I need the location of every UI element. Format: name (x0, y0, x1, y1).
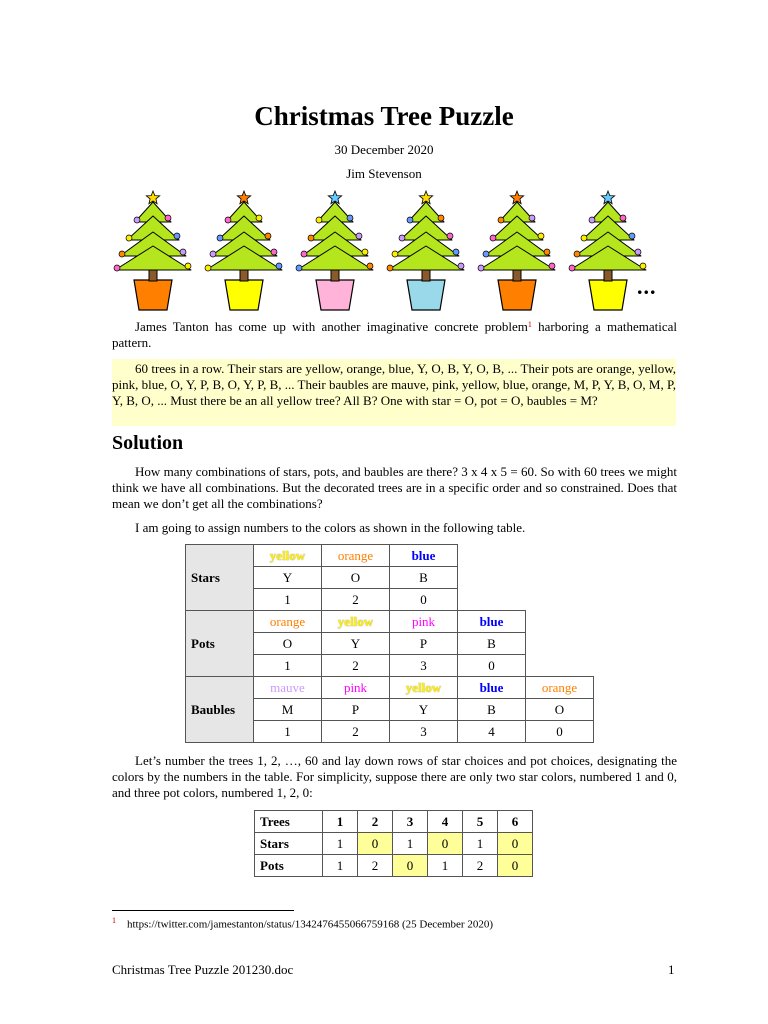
tree-bauble (498, 217, 504, 223)
pots-number-cell: 2 (322, 655, 390, 677)
tree-number-cell: 4 (428, 811, 463, 833)
puzzle-statement: 60 trees in a row. Their stars are yellow, orange, blue, Y, O, B, Y, O, B, ... Their pots are orange, yellow, pink, blue, O, Y, P, B, O, Y, P, B, ... Their baubles are mauve, pink, yellow, blue, orange, M, P, Y, B, O, M, P, Y, B, O, ... Must there be an all yellow tree? All B? One with star = O, pot = O, baubles = M? (112, 359, 676, 426)
pot-value-cell: 2 (463, 855, 498, 877)
color-name: blue (479, 679, 504, 695)
baubles-letter-cell: P (322, 699, 390, 721)
baubles-letter-cell: B (458, 699, 526, 721)
baubles-number-cell: 4 (458, 721, 526, 743)
pots-number-cell: 3 (390, 655, 458, 677)
tree-pot (498, 280, 536, 310)
tree-bauble (347, 215, 353, 221)
baubles-color-cell (390, 677, 458, 699)
tree-number-cell: 3 (393, 811, 428, 833)
baubles-letter-cell: O (526, 699, 594, 721)
tree-foliage (479, 246, 555, 270)
baubles-number-cell: 2 (322, 721, 390, 743)
tree-bauble (549, 263, 555, 269)
color-name: pink (411, 613, 436, 629)
tree-bauble (581, 235, 587, 241)
color-number-table (185, 544, 594, 743)
tree-bauble (458, 263, 464, 269)
tree-bauble (296, 265, 302, 271)
pots-letter-cell: Y (322, 633, 390, 655)
color-name: blue (479, 613, 504, 629)
tree-bauble (538, 233, 544, 239)
row-label-stars: Stars (255, 833, 323, 855)
color-name: orange (269, 613, 306, 629)
stars-letter-cell: Y (254, 567, 322, 589)
tree-pot (316, 280, 354, 310)
christmas-tree (296, 191, 373, 310)
pots-letter-cell: P (390, 633, 458, 655)
pot-value-cell: 1 (428, 855, 463, 877)
document-author: Jim Stevenson (346, 166, 422, 181)
empty-cell (458, 589, 526, 611)
pots-color-cell (390, 611, 458, 633)
tree-bauble (308, 235, 314, 241)
footnote-ref: 1 (527, 320, 532, 329)
christmas-tree (387, 191, 464, 310)
color-name: blue (411, 547, 436, 563)
row-label-pots: Pots (186, 611, 254, 677)
baubles-number-cell: 3 (390, 721, 458, 743)
tree-bauble (180, 249, 186, 255)
tree-bauble (271, 249, 277, 255)
footnote-number: 1 (112, 916, 116, 925)
star-value-cell: 0 (498, 833, 533, 855)
stars-number-cell: 1 (254, 589, 322, 611)
empty-cell (526, 567, 594, 589)
stars-color-cell (254, 545, 322, 567)
baubles-color-cell (322, 677, 390, 699)
solution-paragraph-2: I am going to assign numbers to the colors as shown in the following table. (135, 520, 526, 535)
christmas-tree (114, 191, 191, 310)
trees-ellipsis: ... (637, 274, 657, 299)
color-name: orange (337, 547, 374, 563)
tree-bauble (367, 263, 373, 269)
christmas-tree (205, 191, 282, 310)
empty-cell (458, 567, 526, 589)
footnote (112, 916, 493, 931)
color-name: yellow (269, 547, 306, 563)
intro-text: James Tanton has come up with another imaginative concrete problem (135, 319, 528, 334)
tree-bauble (185, 263, 191, 269)
row-label-trees: Trees (255, 811, 323, 833)
tree-bauble (119, 251, 125, 257)
tree-bauble (589, 217, 595, 223)
document-title: Christmas Tree Puzzle (254, 101, 514, 131)
tree-number-cell: 6 (498, 811, 533, 833)
baubles-number-cell: 0 (526, 721, 594, 743)
color-name: orange (541, 679, 578, 695)
tree-foliage (297, 246, 373, 270)
tree-bauble (225, 217, 231, 223)
baubles-color-cell (526, 677, 594, 699)
tree-bauble (574, 251, 580, 257)
tree-bauble (490, 235, 496, 241)
stars-number-cell: 0 (390, 589, 458, 611)
tree-bauble (569, 265, 575, 271)
tree-bauble (265, 233, 271, 239)
tree-bauble (362, 249, 368, 255)
stars-color-cell (390, 545, 458, 567)
star-value-cell: 1 (323, 833, 358, 855)
footnote-text: https://twitter.com/jamestanton/status/1342476455066759168 (25 December 2020) (127, 918, 494, 931)
tree-bauble (407, 217, 413, 223)
pot-value-cell: 0 (498, 855, 533, 877)
pot-value-cell: 1 (323, 855, 358, 877)
tree-bauble (256, 215, 262, 221)
tree-number-cell: 1 (323, 811, 358, 833)
tree-bauble (483, 251, 489, 257)
baubles-color-cell (458, 677, 526, 699)
row-label-baubles: Baubles (186, 677, 254, 743)
tree-bauble (276, 263, 282, 269)
pot-value-cell: 2 (358, 855, 393, 877)
stars-letter-cell: B (390, 567, 458, 589)
tree-pot (134, 280, 172, 310)
color-name: yellow (405, 679, 442, 695)
row-label-stars: Stars (186, 545, 254, 611)
empty-cell (526, 589, 594, 611)
pots-color-cell (254, 611, 322, 633)
empty-cell (526, 545, 594, 567)
christmas-tree (478, 191, 555, 310)
tree-bauble (301, 251, 307, 257)
pots-letter-cell: B (458, 633, 526, 655)
stars-color-cell (322, 545, 390, 567)
tree-bauble (478, 265, 484, 271)
footnote-separator (112, 910, 294, 911)
pots-number-cell: 0 (458, 655, 526, 677)
tree-bauble (529, 215, 535, 221)
tree-foliage (388, 246, 464, 270)
tree-pot (407, 280, 445, 310)
tree-bauble (174, 233, 180, 239)
tree-bauble (114, 265, 120, 271)
baubles-number-cell: 1 (254, 721, 322, 743)
tree-pot (589, 280, 627, 310)
star-value-cell: 1 (463, 833, 498, 855)
tree-foliage (570, 246, 646, 270)
tree-number-cell: 2 (358, 811, 393, 833)
stars-letter-cell: O (322, 567, 390, 589)
solution-paragraph-3: Let’s number the trees 1, 2, …, 60 and lay down rows of star choices and pot choices, designating the colors by the numbers in the table. For simplicity, suppose there are only two star colors, numbered 1 and 0, and three pot colors, numbered 1, 2, 0: (112, 753, 677, 800)
trees-stars-pots-table (254, 810, 533, 877)
baubles-letter-cell: Y (390, 699, 458, 721)
star-value-cell: 0 (428, 833, 463, 855)
tree-bauble (635, 249, 641, 255)
empty-cell (526, 611, 594, 633)
solution-heading: Solution (112, 432, 184, 454)
empty-cell (526, 655, 594, 677)
tree-bauble (399, 235, 405, 241)
star-value-cell: 0 (358, 833, 393, 855)
tree-bauble (165, 215, 171, 221)
tree-bauble (210, 251, 216, 257)
christmas-tree (569, 191, 646, 310)
tree-foliage (115, 246, 191, 270)
tree-bauble (126, 235, 132, 241)
footer-page-number: 1 (668, 962, 675, 977)
solution-paragraph-1: How many combinations of stars, pots, and baubles are there? 3 x 4 x 5 = 60. So with 60 trees we might think we have all combinations. But the decorated trees are in a specific order and so constrained. Does that mean we don’t get all the combinations? (112, 464, 677, 511)
christmas-trees-illustration (108, 188, 668, 313)
tree-bauble (387, 265, 393, 271)
tree-number-cell: 5 (463, 811, 498, 833)
pot-value-cell: 0 (393, 855, 428, 877)
tree-bauble (453, 249, 459, 255)
tree-bauble (544, 249, 550, 255)
footer-filename: Christmas Tree Puzzle 201230.doc (112, 962, 294, 977)
intro-text-end: harboring a mathematical pattern. (112, 319, 677, 350)
tree-bauble (392, 251, 398, 257)
tree-bauble (620, 215, 626, 221)
tree-pot (225, 280, 263, 310)
pots-color-cell (322, 611, 390, 633)
star-value-cell: 1 (393, 833, 428, 855)
baubles-color-cell (254, 677, 322, 699)
tree-bauble (217, 235, 223, 241)
document-date: 30 December 2020 (334, 142, 434, 157)
tree-bauble (316, 217, 322, 223)
tree-bauble (629, 233, 635, 239)
tree-bauble (205, 265, 211, 271)
empty-cell (458, 545, 526, 567)
pots-number-cell: 1 (254, 655, 322, 677)
color-name: pink (343, 679, 368, 695)
pots-color-cell (458, 611, 526, 633)
tree-bauble (134, 217, 140, 223)
intro-paragraph (112, 319, 677, 351)
tree-bauble (447, 233, 453, 239)
row-label-pots: Pots (255, 855, 323, 877)
tree-foliage (206, 246, 282, 270)
tree-bauble (438, 215, 444, 221)
color-name: mauve (270, 679, 305, 695)
empty-cell (526, 633, 594, 655)
tree-bauble (640, 263, 646, 269)
pots-letter-cell: O (254, 633, 322, 655)
tree-bauble (356, 233, 362, 239)
stars-number-cell: 2 (322, 589, 390, 611)
color-name: yellow (337, 613, 374, 629)
baubles-letter-cell: M (254, 699, 322, 721)
